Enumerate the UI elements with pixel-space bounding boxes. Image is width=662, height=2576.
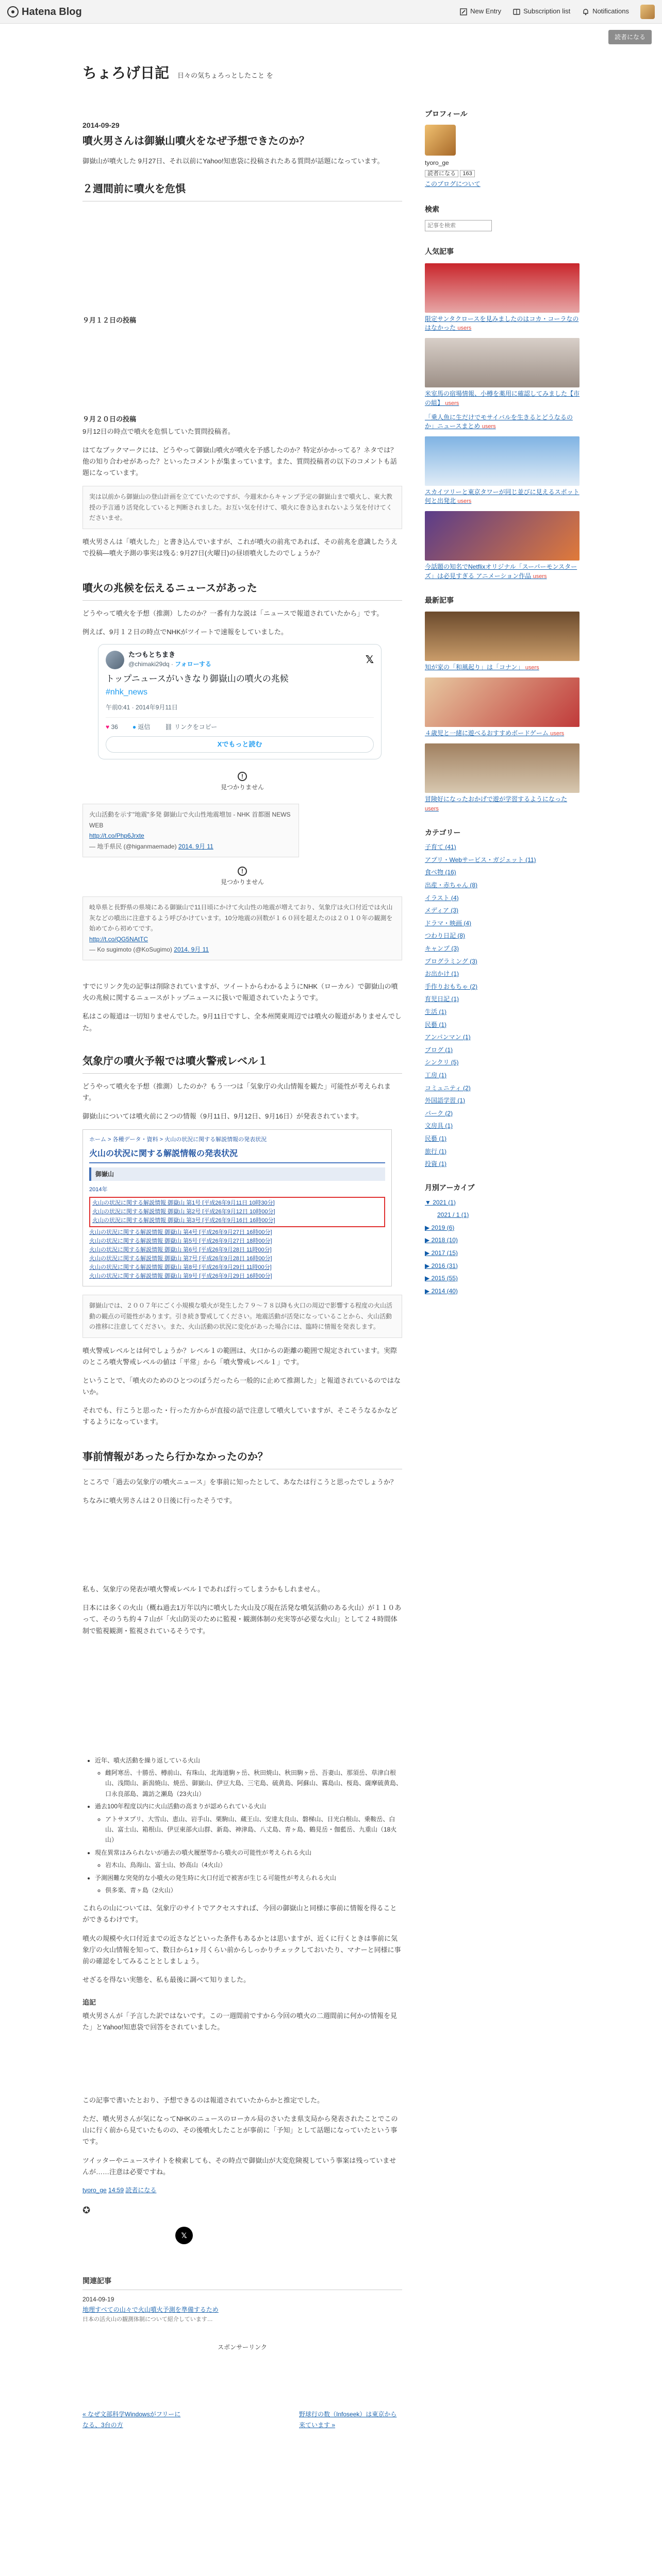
list-item	[95, 1801, 402, 1845]
archive-year[interactable]: ▶ 2019 (6)	[425, 1224, 455, 1231]
tweet-text: トップニュースがいきなり御嶽山の噴火の兆候	[106, 674, 289, 684]
star-icon[interactable]: ✪	[82, 2205, 91, 2216]
category-link[interactable]: 民藝 (1)	[425, 1021, 447, 1028]
tweet-quote	[82, 804, 299, 857]
link-icon: ⛓	[164, 723, 173, 731]
subscribe-link[interactable]: 読者になる	[125, 2186, 157, 2194]
new-entry-label: New Entry	[470, 7, 502, 15]
list-item-text: 近年、噴火活動を繰り返している火山	[95, 1756, 201, 1764]
profile-user-id[interactable]: tyoro_ge	[425, 159, 449, 166]
entry-title[interactable]: 噴火男さんは御嶽山噴火をなぜ予想できたのか？	[82, 135, 309, 147]
paragraph: はてなブックマークには、どうやって御嶽山噴火が噴火を予感したのか？特定がかかってる？ネタでは？他の知り合わせがあった？といったコメントが集まっています。また、質問投稿者の以下のコメントも話題になっています。	[82, 446, 398, 477]
heart-icon: ♥	[106, 723, 110, 731]
recent-item[interactable]	[425, 743, 580, 813]
paragraph: ちなみに噴火男さんは２０日後に行ったそうです。	[82, 1497, 236, 1505]
screenshot-section-bar: 御嶽山	[89, 1167, 385, 1181]
paragraph: 御嶽山が噴火した 9月27日、それ以前にYahoo!知恵袋に投稿されたある質問が話題になっています。	[82, 157, 384, 165]
users-badge: users	[525, 665, 539, 671]
tweet-handle: @chimaki29dq	[128, 660, 170, 668]
tweet-avatar[interactable]	[106, 651, 124, 669]
tweet-read-more-button[interactable]: Xでもっと読む	[106, 736, 374, 753]
global-navbar	[0, 0, 662, 24]
archive-list	[425, 1196, 580, 1298]
list-item-text: 現在異常はみられないが過去の噴火履歴等から噴火の可能性が考えられる火山	[95, 1849, 312, 1856]
quote-author: — 地手県民 (@higanmaemade)	[89, 842, 177, 850]
bell-icon	[582, 8, 590, 16]
screenshot-list-item: 火山の状況に関する解説情報 御嶽山 第7号 [平成26年9月28日 16時00分]	[89, 1256, 272, 1262]
archive-year[interactable]: ▶ 2015 (55)	[425, 1275, 458, 1282]
archive-year[interactable]: ▶ 2014 (40)	[425, 1287, 458, 1295]
post-label: ９月２０日の投稿	[82, 415, 137, 423]
quote-text: 岐阜県と長野県の県境にある御嶽山で11日頃にかけて火山性の地震が増えており、気象庁は火口付近では火山灰などの噴出に注意するよう呼びかけています。10分地震の回数が１６０回を超えたのは２０１０年の観測を始めてから初めてです。	[89, 904, 393, 933]
popular-title[interactable]: 限定サンタクロースを見みましたのはコカ・コーラなのはなかった	[425, 315, 579, 332]
recent-item[interactable]	[425, 677, 580, 738]
popular-item[interactable]	[425, 436, 580, 506]
list-item	[95, 1848, 402, 1871]
reply-icon: ●	[132, 723, 137, 731]
new-entry-button[interactable]	[459, 6, 501, 17]
paragraph: 私はこの報道は一切知りませんでした。9月11日ですし、全本州関東周辺では噴火の報道がありませんでした。	[82, 1012, 402, 1032]
next-entry-link[interactable]: 野球行の数（Infoseek）は東京から来ています »	[299, 2411, 397, 2429]
blog-title[interactable]: ちょろげ日記	[82, 65, 170, 81]
jma-screenshot	[82, 1129, 392, 1286]
section-heading: 事前情報があったら行かなかったのか？	[82, 1448, 402, 1469]
postscript-heading: 追記	[82, 1998, 96, 2006]
list-item-sub: ◦ 岩木山、鳥海山、富士山、妙高山（4火山）	[105, 1860, 402, 1870]
screenshot-list-item: 火山の状況に関する解説情報 御嶽山 第5号 [平成26年9月27日 18時00分]	[89, 1238, 272, 1245]
highlight-box	[89, 1197, 385, 1227]
book-icon	[512, 8, 521, 16]
archive-month[interactable]: 2021 / 1 (1)	[437, 1211, 469, 1219]
users-badge: users	[445, 400, 459, 406]
paragraph: これらの山については、気象庁のサイトでアクセスすれば、今回の御嶽山と同様に事前に情報を得ることができるわけです。	[82, 1904, 397, 1924]
category-link[interactable]: メディア (3)	[425, 907, 459, 914]
section-heading: ２週間前に噴火を危惧	[82, 180, 402, 201]
list-item-text: 過去100年程度以内に火山活動の高まりが認められている火山	[95, 1803, 267, 1810]
screenshot-list-item: 火山の状況に関する解説情報 御嶽山 第8号 [平成26年9月29日 11時00分]	[89, 1264, 272, 1271]
paragraph: 御嶽山については噴火前に２つの情報（9月11日、9月12日、9月16日）が発表されています。	[82, 1112, 363, 1120]
category-link[interactable]: シンクリ (5)	[425, 1059, 459, 1066]
hatena-logo[interactable]	[7, 3, 82, 21]
category-link[interactable]: アプリ・Webサービス・ガジェット (11)	[425, 856, 536, 863]
popular-item[interactable]	[425, 413, 580, 431]
subscription-list-button[interactable]	[512, 6, 570, 17]
users-badge: users	[533, 573, 547, 580]
search-input[interactable]	[425, 220, 492, 231]
list-item-text: 予測困難な突発的な小噴火の発生時に火口付近で被害が生じる可能性が考えられる火山	[95, 1874, 337, 1882]
category-link[interactable]: 外国語学習 (1)	[425, 1097, 466, 1105]
tweet-timestamp[interactable]: 午前0:41 · 2014年9月11日	[106, 704, 178, 711]
tweet-author-name[interactable]: たつもとちまき	[128, 651, 176, 658]
paragraph: 例えば、9月１２日の時点でNHKがツイートで速報をしていました。	[82, 628, 288, 636]
list-item-sub: ◦ アトサヌプリ、大雪山、恵山、岩手山、栗駒山、蔵王山、安達太良山、磐梯山、日光白根山、乗鞍岳、白山、富士山、箱根山、伊豆東部火山群、新島、神津島、八丈島、青ヶ島、鶴見岳・伽藍岳、九重山（18火山）	[105, 1814, 402, 1845]
quote-date-link[interactable]: 2014. 9月 11	[178, 842, 213, 850]
tweet-quote	[82, 896, 402, 960]
popular-title[interactable]: 今話題の知名でNetflixオリジナル「スーパーモンスターズ」は必見すぎる アニメーション作品	[425, 563, 577, 580]
popular-title[interactable]: 「乗人魚に生だけでモサイバルを生きるとどうなるのか」ニュースまとめ	[425, 413, 573, 430]
entry-footer	[82, 2185, 402, 2195]
paragraph: どうやって噴火を予想（推測）したのか？一番有力な説は「ニュースで報道されていたから」です。	[82, 609, 384, 617]
category-link[interactable]: 育児日記 (1)	[425, 995, 459, 1003]
paragraph: 9月12日の時点で噴火を危惧していた質問投稿者。	[82, 428, 235, 436]
x-share-icon[interactable]: 𝕏	[175, 2227, 193, 2244]
screenshot-list-item: 火山の状況に関する解説情報 御嶽山 第2号 [平成26年9月12日 10時00分]	[92, 1208, 275, 1215]
users-badge: users	[457, 325, 472, 332]
popular-thumbnail[interactable]	[425, 511, 580, 561]
screenshot-title: 火山の状況に関する解説情報の発表状況	[89, 1147, 385, 1163]
article	[82, 120, 402, 2430]
not-found-text: 見つかりません	[220, 878, 264, 886]
category-heading: カテゴリー	[425, 828, 461, 837]
hatena-logo-icon	[7, 6, 19, 18]
category-link[interactable]: 出産・赤ちゃん (8)	[425, 882, 478, 889]
tweet-copy-link-button[interactable]	[164, 722, 217, 732]
archive-year[interactable]: ▼ 2021 (1)	[425, 1198, 456, 1206]
warning-icon: !	[238, 772, 247, 781]
screenshot-list-item: 火山の状況に関する解説情報 御嶽山 第9号 [平成26年9月29日 16時00分]	[89, 1273, 272, 1280]
blog-description: 日々の気ちょろっとしたこと を	[177, 72, 273, 79]
profile-heading: プロフィール	[425, 110, 468, 118]
paragraph: 噴火の規模や火口付近までの近さなどといった条件もあるかとは思いますが、近くに行くときは事前に気象庁の火山情報を知って、数日から1ヶ月くらい前からしっかりチェックしておいたり、マナーと同様に事前の確認をしてみることとしましょう。	[82, 1934, 401, 1965]
user-avatar[interactable]	[640, 5, 655, 19]
quote-author: — Ko sugimoto (@KoSugimo)	[89, 945, 172, 953]
category-link[interactable]: 生活 (1)	[425, 1008, 447, 1016]
popular-title[interactable]: スカイツリーと東京タワーが同じ並びに見えるスポット 何と出発北	[425, 488, 580, 505]
pencil-icon	[459, 8, 468, 16]
popular-heading: 人気記事	[425, 247, 454, 256]
entry-time-link[interactable]: 14:59	[108, 2186, 124, 2194]
paragraph: ツイッターやニュースサイトを検索しても、その時点で御嶽山が大変危険視していう事案は残っていませんが……注意は必要ですね。	[82, 2156, 396, 2176]
section-heading: 気象庁の噴火予報では噴火警戒レベル１	[82, 1053, 402, 1074]
category-link[interactable]: ドラマ・映画 (4)	[425, 919, 472, 927]
quote-text: 火山活動を示す"地震"多発 御嶽山で火山性地震増加 - NHK 首都圏 NEWS WEB	[89, 811, 291, 829]
paragraph: すでにリンク先の記事は削除されていますが、ツイートからわかるようにNHK（ローカル）で御嶽山の噴火の兆候に関するニュースがトップニュースに扱いで報道されていたようです。	[82, 982, 398, 1002]
popular-thumbnail[interactable]	[425, 436, 580, 486]
category-link[interactable]: アンパンマン (1)	[425, 1033, 471, 1041]
section-heading: 噴火の兆候を伝えるニュースがあった	[82, 580, 402, 601]
related-link[interactable]: 地理すべての山々で火山噴火予測を準備するため	[82, 2306, 219, 2313]
subscribe-reader-button[interactable]: 読者になる	[608, 30, 652, 44]
users-badge: users	[425, 805, 439, 812]
popular-title[interactable]: 米室馬の宿場情報、小樽を薬用に確認してみました【市の組】	[425, 390, 580, 406]
category-link[interactable]: コミュニティ (2)	[425, 1084, 471, 1092]
users-badge: users	[482, 423, 496, 430]
search-form	[425, 220, 580, 231]
tweet-not-found	[82, 772, 402, 792]
paragraph: この記事で書いたとおり、予想できるのは報道されていたからかと推定でした。	[82, 2096, 324, 2105]
category-link[interactable]: パーク (2)	[425, 1109, 453, 1117]
screenshot-year: 2014年	[89, 1187, 108, 1193]
sidebar	[425, 108, 580, 1297]
screenshot-list-item: 火山の状況に関する解説情報 御嶽山 第3号 [平成26年9月16日 16時00分]	[92, 1217, 275, 1224]
category-link[interactable]: プログラミング (3)	[425, 957, 477, 965]
screenshot-breadcrumb: ホーム > 各種データ・資料 > 火山の状況に関する解説情報の発表状況	[89, 1136, 267, 1143]
screenshot-list-item: 火山の状況に関する解説情報 御嶽山 第6号 [平成26年9月28日 11時00分]	[89, 1247, 272, 1253]
author-link[interactable]: tyoro_ge	[82, 2186, 107, 2194]
archive-year[interactable]: ▶ 2018 (10)	[425, 1236, 458, 1244]
paragraph: ただ、噴火男さんが気になってNHKのニュースのローカル局のさいたま県支局から発表されたことでこの山に行く前から見ていたものの、その後噴火したことが事前に「予知」として話題になっていたという事です。	[82, 2115, 398, 2146]
x-logo-icon[interactable]: 𝕏	[365, 654, 374, 666]
reader-button-label: 読者になる	[425, 170, 458, 177]
category-link[interactable]: つわり日記 (8)	[425, 932, 466, 940]
paragraph: それでも、行こうと思った・行った方からが直接の話で注意して噴火していますが、そこそうなるかなどするようになっています。	[82, 1406, 398, 1426]
screenshot-list-item: 火山の状況に関する解説情報 御嶽山 第4号 [平成26年9月27日 16時00分]	[89, 1229, 272, 1236]
tweet-reply-button[interactable]	[133, 722, 151, 732]
users-badge: users	[457, 498, 472, 505]
list-item	[95, 1755, 402, 1800]
paragraph: 噴火警戒レベルとは何でしょうか？レベル１の範囲は、火口からの距離の範囲で規定されています。実際のところ噴火警戒レベルの値は「平常」から「噴火警戒レベル１」です。	[82, 1346, 397, 1366]
embedded-tweet[interactable]: たつもとちまき @chimaki29dq · フォローする 𝕏 トップニュースがいきなり御嶽山の噴火の兆候 #nhk_news 午前0:41 · 2014年9月11日 ♥ 36 ● 返信 ⛓ リンクをコピー Xでもっと読む	[98, 644, 382, 759]
tweet-reply-label: 返信	[138, 723, 151, 731]
category-link[interactable]: お出かけ (1)	[425, 970, 459, 978]
category-link[interactable]: 投資 (1)	[425, 1160, 447, 1168]
category-link[interactable]: 旅行 (1)	[425, 1147, 447, 1155]
blog-header	[82, 61, 273, 86]
paragraph: ところで「過去の気象庁の噴火ニュース」を事前に知ったとして、あなたは行こうと思ったでしょうか？	[82, 1478, 397, 1486]
archive-year[interactable]: ▶ 2016 (31)	[425, 1262, 458, 1269]
popular-item[interactable]	[425, 338, 580, 408]
tweet-not-found	[82, 867, 402, 887]
quote-link[interactable]: http://t.co/Php6Jrxte	[89, 832, 144, 840]
paragraph: 私も、気象庁の発表が噴火警戒レベル１であれば行ってしまうかもしれません。	[82, 1585, 324, 1594]
logo-text: Hatena Blog	[22, 6, 82, 18]
search-heading: 検索	[425, 205, 439, 214]
category-link[interactable]: 工房 (1)	[425, 1071, 447, 1079]
archive-heading: 月別アーカイブ	[425, 1183, 475, 1192]
notifications-label: Notifications	[592, 7, 629, 15]
popular-thumbnail[interactable]	[425, 263, 580, 313]
category-link[interactable]: 文房具 (1)	[425, 1122, 453, 1130]
category-link[interactable]: キャンプ (3)	[425, 945, 459, 953]
recent-thumbnail[interactable]	[425, 677, 580, 727]
related-entry	[82, 2294, 402, 2325]
related-desc: 日本の活火山の観測体制について紹介しています…	[82, 2316, 213, 2323]
tweet-like-button[interactable]	[106, 722, 118, 732]
volcano-list	[95, 1755, 402, 1896]
popular-item[interactable]	[425, 263, 580, 333]
sponsor-label: スポンサーリンク	[218, 2343, 267, 2351]
category-link[interactable]: 手作りおもちゃ (2)	[425, 982, 478, 990]
popular-item[interactable]	[425, 511, 580, 581]
paragraph: 噴火男さんは「噴火した」と書き込んでいますが、これが噴火の前兆であれば、その前兆を意識したうえで投稿—噴火予測の事実は残る: 9月27日(火曜日)の昼頃噴火したのでしょうか？	[82, 537, 398, 557]
recent-thumbnail[interactable]	[425, 612, 580, 661]
paragraph: 日本には多くの火山（概ね過去1万年以内に噴火した火山及び現在活発な噴気活動のある火山）が１１０あって、そのうち約４７山が「火山防災のために監視・観測体制の充実等が必要な火山」として２４時間体制で監視観測・監視されているそうです。	[82, 1604, 402, 1635]
screenshot-list-item: 火山の状況に関する解説情報 御嶽山 第1号 [平成26年9月11日 10時30分]	[92, 1199, 275, 1206]
subscription-label: Subscription list	[523, 7, 571, 15]
profile-reader[interactable]	[425, 168, 580, 179]
paragraph: 噴火男さんが「予言した訳ではないです。この一週間前ですから今回の噴火の二週間前に何かの情報を見た」とYahoo!知恵袋で回答をされていました。	[82, 2011, 397, 2031]
list-item	[95, 1873, 402, 1896]
paragraph: せざるを得ない実態を、私も最後に調べて知りました。	[82, 1975, 251, 1984]
quote-link[interactable]: http://t.co/QG5NAtTC	[89, 935, 148, 943]
blockquote: 御嶽山では、２００７年にごく小規模な噴火が発生した７９〜７８以降も火口の周辺で影響する程度の火山活動の観点の可能性があります。引き続き警戒してください。地震活動が活発になっていることから、火山活動の推移に注意してください。また、火山活動の状況に変化があった場合には、臨時に情報を発表します。	[82, 1295, 402, 1337]
archive-year[interactable]: ▶ 2017 (15)	[425, 1249, 458, 1257]
recent-title[interactable]: 知が家の「和風起り」は「コナン」	[425, 664, 524, 671]
paragraph: ということで、「噴火のためのひとつのぼうだったら一般的に止めて推測した」と報道されているのではないか。	[82, 1376, 401, 1396]
recent-title[interactable]: ４歳児と一緒に遊べるおすすめボードゲーム	[425, 730, 549, 737]
entry-date[interactable]: 2014-09-29	[82, 121, 120, 129]
post-label: ９月１２日の投稿	[82, 316, 137, 324]
tweet-hashtag[interactable]: #nhk_news	[106, 687, 147, 697]
category-link[interactable]: 食べ物 (16)	[425, 869, 456, 876]
category-list	[425, 841, 580, 1170]
reader-count: 163	[460, 170, 474, 177]
list-item-sub: ◦ 倶多楽、青ヶ島（2火山）	[105, 1885, 402, 1895]
category-link[interactable]: ブログ (1)	[425, 1046, 453, 1054]
category-link[interactable]: 子育て (41)	[425, 843, 456, 851]
blockquote: 実は以前から御嶽山の登山計画を立てていたのですが、今週末からキャンプ予定の御嶽山まで噴火し、東大教授の予言通り活発化していると判断されました。お互い気を付けて、噴火に巻き込まれないよう気を付けてくださいませ。	[82, 486, 402, 529]
popular-thumbnail[interactable]	[425, 338, 580, 387]
related-heading: 関連記事	[82, 2275, 402, 2290]
notifications-button[interactable]	[582, 6, 629, 17]
warning-icon: !	[238, 867, 247, 876]
users-badge: users	[550, 731, 565, 737]
pager	[82, 2409, 402, 2430]
list-item-sub: ◦ 雌阿寒岳、十勝岳、樽前山、有珠山、北海道駒ヶ岳、秋田焼山、秋田駒ヶ岳、吾妻山、那須岳、草津白根山、浅間山、新潟焼山、焼岳、御嶽山、伊豆大島、三宅島、硫黄島、阿蘇山、霧島山、桜島、薩摩硫黄島、口永良部島、諏訪之瀬島（23火山）	[105, 1768, 402, 1799]
recent-thumbnail[interactable]	[425, 743, 580, 793]
tweet-like-count: 36	[111, 723, 118, 731]
not-found-text: 見つかりません	[220, 784, 264, 791]
paragraph: どうやって噴火を予想（推測）したのか？もう一つは「気象庁の火山情報を観た」可能性が考えられます。	[82, 1082, 391, 1101]
recent-title[interactable]: 冒険好になったおかげで遊が学習するようになった	[425, 795, 568, 803]
category-link[interactable]: 民藝 (1)	[425, 1134, 447, 1142]
recent-heading: 最新記事	[425, 596, 454, 604]
recent-item[interactable]	[425, 612, 580, 672]
tweet-copy-label: リンクをコピー	[174, 723, 218, 731]
prev-entry-link[interactable]: « なぜ文部科学Windowsがフリーになる、3台の方	[82, 2411, 181, 2429]
tweet-follow-link[interactable]: フォローする	[175, 660, 212, 668]
category-link[interactable]: イラスト (4)	[425, 894, 459, 902]
quote-date-link[interactable]: 2014. 9月 11	[174, 945, 209, 953]
related-date: 2014-09-19	[82, 2295, 114, 2303]
about-blog-link[interactable]: このブログについて	[425, 180, 481, 188]
profile-avatar[interactable]	[425, 125, 456, 156]
